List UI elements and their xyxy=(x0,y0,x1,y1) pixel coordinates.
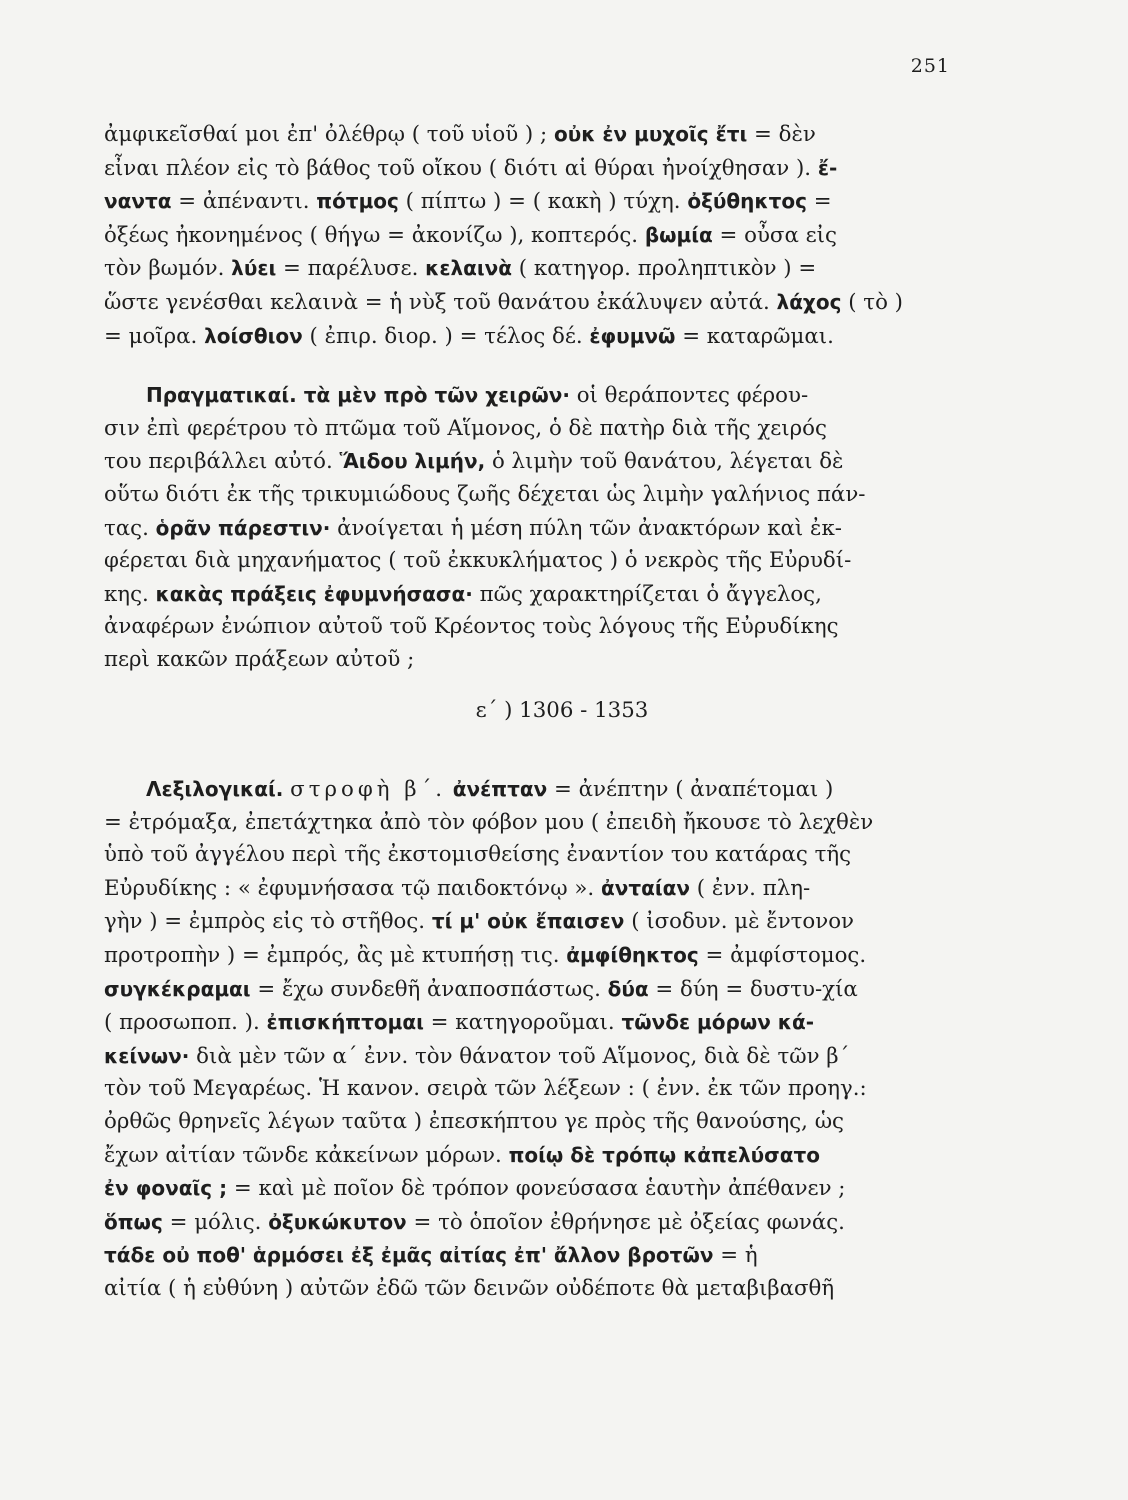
text-run: οὕτω διότι ἐκ τῆς τρικυμιώδους ζωῆς δέχεται ὡς λιμὴν γαλήνιος πάν- xyxy=(104,481,866,507)
text-run: ἔχων αἰτίαν τῶνδε κἀκείνων μόρων. xyxy=(104,1142,509,1168)
text-run: ὀξέως ἠκονημένος ( θήγω = ἀκονίζω ), κοπτερός. xyxy=(104,222,645,248)
text-line xyxy=(104,512,960,546)
text-run: τας. xyxy=(104,515,156,541)
bold-term: ὅπως xyxy=(104,1209,163,1234)
text-line xyxy=(104,320,960,354)
text-line xyxy=(104,1106,960,1139)
bold-term: ὀξυκώκυτον xyxy=(268,1209,407,1234)
text-run: ἀνοίγεται ἡ μέση πύλη τῶν ἀνακτόρων καὶ ἐκ- xyxy=(330,515,842,541)
verse-reference: ε΄ ) 1306 - 1353 xyxy=(475,697,649,723)
bold-term: τί μ' οὐκ ἔπαισεν xyxy=(431,909,625,934)
text-run: περὶ κακῶν πράξεων αὐτοῦ ; xyxy=(104,646,415,672)
text-line xyxy=(104,1006,960,1040)
text-run: τὸν βωμόν. xyxy=(104,256,232,282)
text-run: ἀναφέρων ἐνώπιον αὐτοῦ τοῦ Κρέοντος τοὺς λόγους τῆς Εὐρυδίκης xyxy=(104,614,839,640)
paragraph-lexical-notes-1 xyxy=(104,118,960,353)
text-line xyxy=(104,872,960,906)
bold-term: συγκέκραμαι xyxy=(104,976,251,1001)
text-line xyxy=(104,413,960,446)
text-run: ἀμφικεῖσθαί μοι ἐπ' ὀλέθρῳ ( τοῦ υἱοῦ ) ; xyxy=(104,122,554,147)
text-run: ( ἐπιρ. διορ. ) = τέλος δέ. xyxy=(302,323,590,349)
text-run: = μόλις. xyxy=(162,1209,269,1235)
bold-term: βωμία xyxy=(644,222,713,247)
text-line xyxy=(104,973,960,1007)
text-run: ὥστε γενέσθαι κελαινὰ = ἡ νὺξ τοῦ θανάτου ἐκάλυψεν αὐτά. xyxy=(104,289,777,315)
page-number: 251 xyxy=(910,55,950,77)
bold-term: ἀνταίαν xyxy=(600,875,690,900)
text-run: = ἀμφίστομος. xyxy=(698,943,867,969)
text-line xyxy=(104,1040,960,1074)
text-line xyxy=(104,644,960,677)
text-run: κης. xyxy=(104,581,156,607)
text-line xyxy=(104,1139,960,1173)
text-run: ὀρθῶς θρηνεῖς λέγων ταῦτα ) ἐπεσκήπτου γε πρὸς τῆς θανούσης, ὡς xyxy=(104,1109,844,1135)
text-line xyxy=(104,185,960,219)
bold-term: ἐπισκήπτομαι xyxy=(266,1010,424,1035)
text-run xyxy=(446,777,453,802)
text-run: = οὖσα εἰς xyxy=(712,222,837,248)
text-line xyxy=(104,545,960,578)
text-line xyxy=(104,773,960,807)
bold-term: ἐν φοναῖς ; xyxy=(104,1176,228,1201)
paragraph-lexical-notes-2 xyxy=(104,773,960,1306)
text-run: = παρέλυσε. xyxy=(276,256,426,282)
text-line xyxy=(104,839,960,872)
text-line xyxy=(104,445,960,479)
text-run: = δύη = δυστυ-χία xyxy=(648,976,858,1002)
text-line xyxy=(104,1172,960,1206)
bold-term: Ἅιδου λιμήν, xyxy=(339,449,486,474)
text-line xyxy=(104,286,960,320)
text-line xyxy=(104,1273,960,1306)
bold-term: τάδε οὐ ποθ' ἁρμόσει ἐξ ἐμᾶς αἰτίας ἐπ' ἄλλον βροτῶν xyxy=(104,1243,714,1268)
text-run: πῶς χαρακτηρίζεται ὁ ἄγγελος, xyxy=(472,581,822,607)
bold-term: λάχος xyxy=(776,289,842,314)
text-run: = ἐτρόμαξα, ἐπετάχτηκα ἀπὸ τὸν φόβον μου ( ἐπειδὴ ἤκουσε τὸ λεχθὲν xyxy=(104,809,874,835)
text-run: στροφὴ β΄. xyxy=(290,777,446,803)
bold-term: πότμος xyxy=(316,189,399,214)
bold-term: λοίσθιον xyxy=(204,323,303,348)
text-line xyxy=(104,578,960,612)
text-line xyxy=(104,152,960,186)
text-line xyxy=(104,1073,960,1106)
bold-term: κελαινὰ xyxy=(425,256,513,281)
bold-term: δύα xyxy=(607,976,649,1001)
bold-term: ὀξύθηκτος xyxy=(687,189,807,214)
bold-term: οὐκ ἐν μυχοῖς ἔτι xyxy=(553,122,748,146)
bold-term: ποίῳ δὲ τρόπῳ κἀπελύσατο xyxy=(508,1142,820,1167)
bold-term: ἔ- xyxy=(817,155,838,180)
text-line xyxy=(104,807,960,840)
text-run: = ἀπέναντι. xyxy=(171,189,317,215)
text-line xyxy=(104,252,960,286)
bold-term: κακὰς πράξεις ἐφυμνήσασα· xyxy=(155,581,473,606)
bold-term: ὁρᾶν πάρεστιν· xyxy=(155,515,331,540)
text-line xyxy=(104,379,960,413)
text-run: ( κατηγορ. προληπτικὸν ) = xyxy=(512,256,817,282)
text-run: διὰ μὲν τῶν α΄ ἐνν. τὸν θάνατον τοῦ Αἵμονος, διὰ δὲ τῶν β΄ xyxy=(189,1043,850,1069)
text-run: φέρεται διὰ μηχανήματος ( τοῦ ἐκκυκλήματος ) ὁ νεκρὸς τῆς Εὐρυδί- xyxy=(104,548,852,574)
text-run: = καὶ μὲ ποῖον δὲ τρόπον φονεύσασα ἑαυτὴν ἀπέθανεν ; xyxy=(227,1176,846,1202)
bold-term: κείνων· xyxy=(104,1043,190,1068)
text-run: ( ἰσοδυν. μὲ ἔντονον xyxy=(624,909,854,935)
text-run: αἰτία ( ἡ εὐθύνη ) αὐτῶν ἐδῶ τῶν δεινῶν οὐδέποτε θὰ μεταβιβασθῆ xyxy=(104,1276,835,1301)
text-run: εἶναι πλέον εἰς τὸ βάθος τοῦ οἴκου ( διότι αἱ θύραι ἠνοίχθησαν ). xyxy=(104,155,818,181)
bold-term: Πραγματικαί. τὰ μὲν πρὸ τῶν χειρῶν· xyxy=(146,383,570,408)
text-run: γὴν ) = ἐμπρὸς εἰς τὸ στῆθος. xyxy=(104,909,432,935)
text-line xyxy=(104,219,960,253)
text-line xyxy=(104,479,960,512)
page-body xyxy=(104,118,960,1306)
paragraph-factual-notes xyxy=(104,379,960,676)
text-run: οἱ θεράποντες φέρου- xyxy=(569,383,809,409)
text-run: ( τὸ ) xyxy=(841,289,903,315)
text-run: Εὐρυδίκης : « ἐφυμνήσασα τῷ παιδοκτόνῳ ». xyxy=(104,875,601,901)
bold-term: ναντα xyxy=(104,189,172,214)
bold-term: Λεξιλογικαί. xyxy=(146,777,284,802)
bold-term: τῶνδε μόρων κά- xyxy=(621,1010,815,1035)
text-line xyxy=(104,1239,960,1273)
text-run: = μοῖρα. xyxy=(104,323,205,349)
bold-term: ἀμφίθηκτος xyxy=(566,943,699,968)
text-run: ὁ λιμὴν τοῦ θανάτου, λέγεται δὲ xyxy=(485,449,844,475)
text-run: = ἀνέπτην ( ἀναπέτομαι ) xyxy=(547,777,834,803)
text-run: = xyxy=(806,189,832,215)
text-line xyxy=(104,611,960,644)
text-run: τὸν τοῦ Μεγαρέως. Ἡ κανον. σειρὰ τῶν λέξεων : ( ἐνν. ἐκ τῶν προηγ.: xyxy=(104,1076,867,1102)
text-run: σιν ἐπὶ φερέτρου τὸ πτῶμα τοῦ Αἵμονος, ὁ δὲ πατὴρ διὰ τῆς χειρός xyxy=(104,415,827,441)
bold-term: ἐφυμνῶ xyxy=(589,323,676,348)
bold-term: λύει xyxy=(231,256,277,281)
text-run: = ἡ xyxy=(713,1243,758,1269)
text-run: ( προσωποπ. ). xyxy=(104,1010,267,1036)
text-run: = τὸ ὁποῖον ἐθρήνησε μὲ ὀξείας φωνάς. xyxy=(406,1209,845,1235)
text-run: = δὲν xyxy=(747,122,816,147)
text-run: = καταρῶμαι. xyxy=(675,323,834,349)
text-run: προτροπὴν ) = ἐμπρός, ἂς μὲ κτυπήσῃ τις. xyxy=(104,943,567,969)
text-run: = ἔχω συνδεθῆ ἀναποσπάστως. xyxy=(250,976,608,1002)
text-line xyxy=(104,905,960,939)
text-line xyxy=(104,939,960,973)
bold-term: ἀνέπταν xyxy=(452,777,548,802)
text-run: του περιβάλλει αὐτό. xyxy=(104,449,340,475)
text-line xyxy=(104,1206,960,1240)
text-line xyxy=(104,118,960,152)
text-run: = κατηγοροῦμαι. xyxy=(423,1010,622,1036)
text-run: ( ἐνν. πλη- xyxy=(689,875,811,901)
text-run: ( πίπτω ) = ( κακὴ ) τύχη. xyxy=(398,189,688,215)
text-run: ὑπὸ τοῦ ἀγγέλου περὶ τῆς ἐκστομισθείσης ἐναντίον του κατάρας τῆς xyxy=(104,842,852,868)
